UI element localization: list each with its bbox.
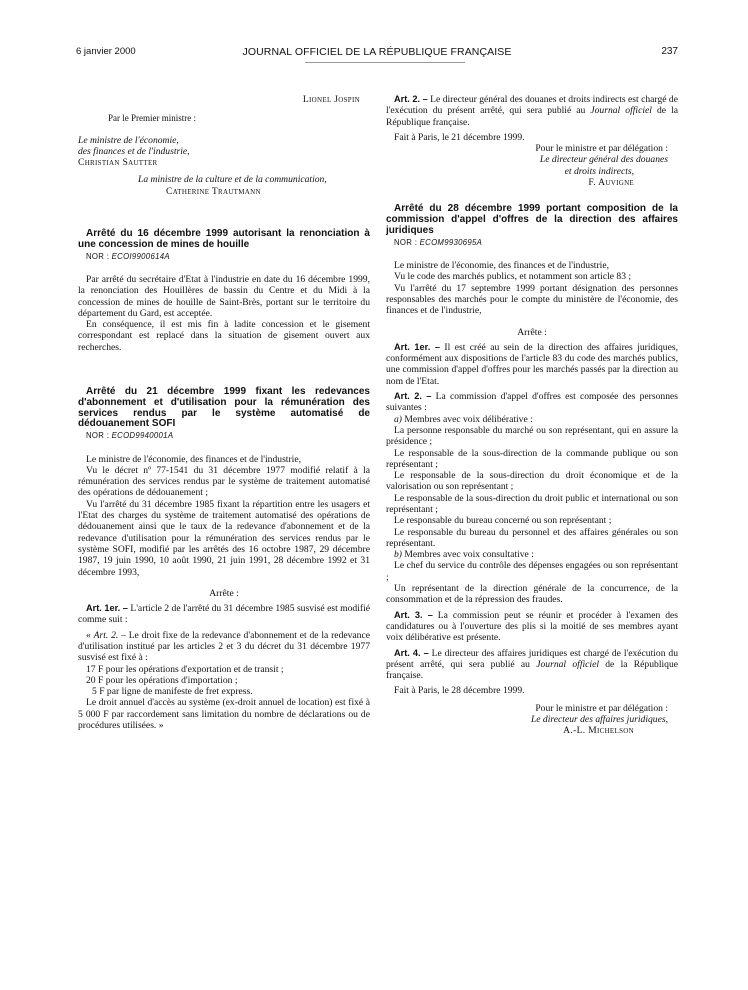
right-column (386, 94, 678, 737)
decree2-para3: Vu l'arrêté du 31 décembre 1985 fixant la répartition entre les usagers et l'Etat des charges du système de traitement automatisé des opérations de dédouanement ainsi que le taux de la redevance d'abonnement et de la redevance d'utilisation pour la rémunération des services rendus par le système SOFI, modifié par les arrêtés des 16 octobre 1987, 29 décembre 1987, 19 juin 1990, 10 août 1990, 21 juin 1991, 28 décembre 1992 et 31 décembre 1993, (78, 498, 370, 578)
member-item: Le responsable du bureau du personnel et des affaires générales ou son représentant. (386, 526, 678, 549)
decree2-nor (78, 430, 370, 441)
decree2-delegation: Pour le ministre et par délégation : (535, 143, 668, 155)
member-item: Le responsable du bureau concerné ou son représentant ; (394, 515, 612, 527)
decree2-arrete: Arrête : (209, 587, 239, 599)
quote-open: « (86, 629, 94, 641)
decree3-section-a (386, 414, 678, 425)
decree3-art3 (386, 610, 678, 644)
decree1-para2: En conséquence, il est mis fin à ladite concession et le gisement correspondant est replacé dans la situation de gisement ouvert aux recherches. (78, 319, 370, 353)
nor-code: ECOM9930695A (419, 237, 483, 247)
section-text: Membres avec voix délibérative : (402, 413, 533, 425)
decree2-title: Arrêté du 21 décembre 1999 fixant les redevances d'abonnement et d'utilisation pour la rémunération des services rendus par le système automatisé de dédouanement SOFI (78, 386, 370, 430)
decree1-para1: Par arrêté du secrétaire d'Etat à l'industrie en date du 16 décembre 1999, la renonciation des Houillères de bassin du Centre et du Midi à la concession de mines de houille de Saint-Brès, portant sur le territoire du département du Gard, est acceptée. (78, 273, 370, 319)
article-label: Art. 1er. – (86, 603, 128, 614)
section-text: Membres avec voix consultative : (402, 549, 534, 561)
member-item: Le responsable de la sous-direction de la commande publique ou son représentant ; (386, 447, 678, 470)
journal-officiel-ref: Journal officiel (536, 658, 599, 670)
decree3-title: Arrêté du 28 décembre 1999 portant composition de la commission d'appel d'offres de la direction des affaires juridiques (386, 203, 678, 236)
header-date: 6 janvier 2000 (76, 46, 136, 57)
article-label: Art. 3. – (394, 609, 433, 620)
article-text: Le directeur général des douanes et droits indirects est chargé de l'exécution du présent arrêté, qui sera publié au (386, 94, 678, 117)
decree2-rate1: 17 F pour les opérations d'exportation et de transit ; (86, 663, 284, 675)
decree3-art1 (386, 342, 678, 387)
decree2-rate3: 5 F par ligne de manifeste de fret express. (92, 686, 253, 698)
decree2-fait: Fait à Paris, le 21 décembre 1999. (394, 131, 525, 143)
decree3-delegation: Pour le ministre et par délégation : (535, 702, 668, 714)
nor-code: ECOI9900614A (111, 251, 170, 261)
quote-text: – Le droit fixe de la redevance d'abonnement et de la redevance d'utilisation institué par les articles 2 et 3 du décret du 31 décembre 1977 susvisé est fixé à : (78, 629, 370, 664)
decree2-para1: Le ministre de l'économie, des finances et de l'industrie, (86, 453, 301, 465)
signatory-par: Par le Premier ministre : (108, 113, 196, 124)
decree3-arrete: Arrête : (517, 326, 547, 338)
decree1-nor (78, 251, 370, 262)
header-rule (305, 62, 465, 63)
page-number: 237 (661, 46, 678, 57)
decree2-art2 (386, 94, 678, 128)
decree3-director-name: A.-L. Michelson (563, 725, 634, 737)
decree2-director-line1: Le directeur général des douanes (539, 154, 668, 166)
decree2-director-name: F. Auvigne (588, 177, 634, 189)
minister-name: Christian Sautter (78, 157, 158, 169)
decree3-para3: Vu l'arrêté du 17 septembre 1999 portant désignation des personnes responsables des marchés pour le compte du ministère de l'économie, des finances et de l'industrie, (386, 282, 678, 317)
decree2-para2: Vu le décret nº 77-1541 du 31 décembre 1977 modifié relatif à la rémunération des services rendus par le système de traitement automatisé des opérations de dédouanement ; (78, 464, 370, 499)
minister2-name: Catherine Trautmann (166, 185, 261, 197)
decree3-art4 (386, 648, 678, 682)
member-item: Un représentant de la direction générale de la concurrence, de la consommation et de la répression des fraudes. (386, 583, 678, 606)
left-column (78, 94, 370, 731)
decree3-art2 (386, 391, 678, 414)
section-letter: b) (394, 549, 402, 561)
article-text: Le directeur des affaires juridiques est chargé de l'exécution du présent arrêté, qui sera publié au (386, 647, 678, 670)
decree1-title: Arrêté du 16 décembre 1999 autorisant la renonciation à une concession de mines de houille (78, 228, 370, 250)
minister2-role: La ministre de la culture et de la communication, (138, 174, 327, 186)
decree3-fait: Fait à Paris, le 28 décembre 1999. (394, 685, 525, 697)
decree3-nor (386, 237, 678, 248)
article-label: Art. 4. – (394, 647, 429, 658)
section-letter: a) (394, 413, 402, 425)
decree3-para2: Vu le code des marchés publics, et notamment son article 83 ; (394, 271, 632, 283)
nor-label: NOR : (86, 431, 110, 441)
nor-label: NOR : (86, 251, 110, 261)
decree2-quote (78, 630, 370, 664)
article-label: Art. 2. – (394, 391, 432, 402)
minister-role-line1: Le ministre de l'économie, (78, 134, 179, 146)
article-label: Art. 1er. – (394, 341, 440, 352)
decree2-director-line2: et droits indirects, (564, 165, 634, 177)
journal-title: JOURNAL OFFICIEL DE LA RÉPUBLIQUE FRANÇAISE (242, 46, 512, 58)
article-text: L'article 2 de l'arrêté du 31 décembre 1985 susvisé est modifié comme suit : (78, 603, 370, 626)
member-item: La personne responsable du marché ou son représentant, qui en assure la présidence ; (386, 424, 678, 448)
decree2-rate2: 20 F pour les opérations d'importation ; (86, 674, 238, 686)
decree3-director: Le directeur des affaires juridiques, (530, 714, 668, 726)
decree3-para1: Le ministre de l'économie, des finances et de l'industrie, (394, 260, 609, 272)
article-label: Art. 2. – (394, 94, 428, 104)
decree3-section-b (386, 549, 678, 560)
member-item: Le chef du service du contrôle des dépenses engagées ou son représentant ; (386, 560, 678, 583)
article-end: de la République française. (386, 658, 678, 682)
minister-role-line2: des finances et de l'industrie, (78, 145, 190, 157)
signatory-name: Lionel Jospin (302, 94, 360, 105)
nor-label: NOR : (394, 237, 418, 247)
article-end: de la République française. (386, 105, 679, 128)
member-item: Le responsable de la sous-direction du droit public et international ou son représentant ; (386, 492, 678, 515)
article-text: La commission d'appel d'offres est composée des personnes suivantes : (386, 391, 678, 414)
nor-code: ECOD9940001A (111, 431, 174, 441)
article-text: Il est créé au sein de la direction des affaires juridiques, conformément aux dispositions de l'article 83 du code des marchés publics, une commission d'appel d'offres pour les marchés passés par la direction au nom de l'Etat. (386, 341, 678, 387)
quote-article: Art. 2. (93, 629, 119, 641)
article-text: La commission peut se réunir et procéder à l'examen des candidatures ou à l'ouverture des plis si la moitié de ses membres ayant voix délibérative est présente. (386, 609, 678, 644)
decree2-para4: Le droit annuel d'accès au système (ex-droit annuel de location) est fixé à 5 000 F par raccordement sans limitation du nombre de déclarations ou de procédures utilisées. » (78, 697, 370, 732)
decree2-art1 (78, 603, 370, 626)
journal-officiel-ref: Journal officiel (590, 105, 652, 117)
member-item: Le responsable de la sous-direction du droit économique et de la valorisation ou son représentant ; (386, 470, 678, 493)
page-header (76, 46, 678, 62)
